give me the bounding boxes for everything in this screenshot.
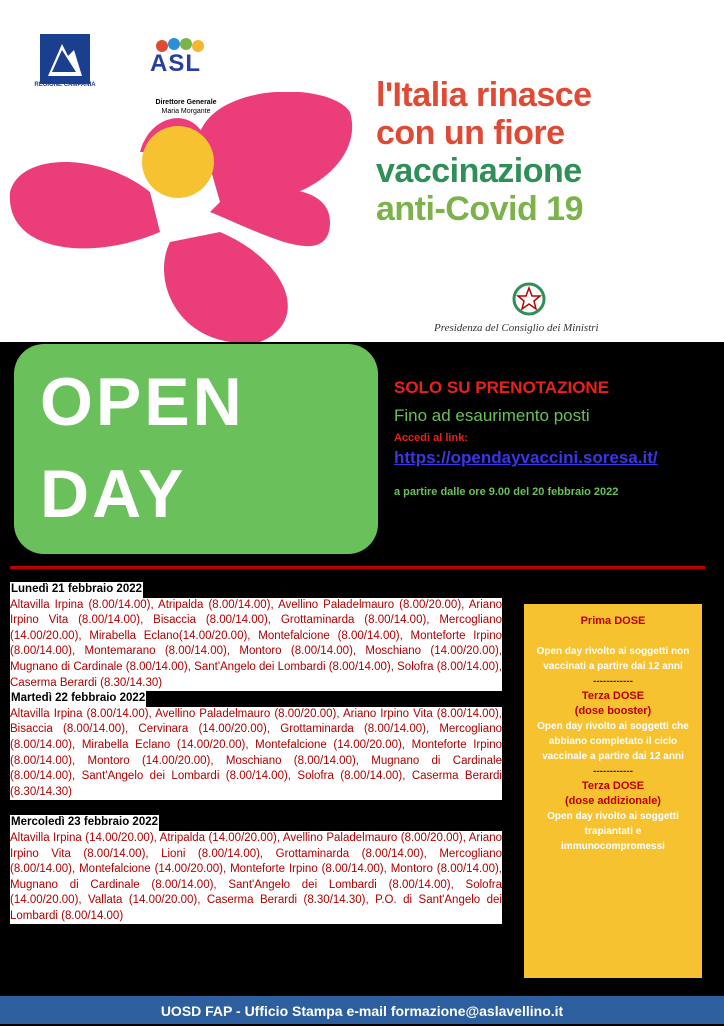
terza-dose-booster-title: Terza DOSE (581, 690, 645, 702)
terza-dose-booster-text: Open day rivolto ai soggetti che abbiano completato il ciclo vaccinale a partire dai 12 anni (537, 721, 689, 762)
italian-emblem-icon (512, 282, 546, 316)
schedule-day-title: Mercoledì 23 febbraio 2022 (10, 815, 159, 831)
booking-link[interactable]: https://opendayvaccini.soresa.it/ (394, 448, 658, 467)
terza-dose-addizionale-text: Open day rivolto ai soggetti trapiantati e immunocompromessi (547, 811, 679, 852)
asl-logo-text: ASL (150, 50, 201, 77)
open-day-title (40, 356, 245, 540)
open-day-line-1: OPEN (40, 364, 245, 440)
booking-only: SOLO SU PRENOTAZIONE (394, 378, 610, 397)
footer-bar: UOSD FAP - Ufficio Stampa e-mail formazione@aslavellino.it (0, 996, 724, 1024)
headline-line-3: vaccinazione (376, 152, 582, 190)
schedule-day (10, 691, 502, 800)
terza-dose-booster-sub: (dose booster) (574, 705, 652, 717)
region-caption: REGIONE CAMPANIA (34, 82, 96, 88)
schedule-day-text: Altavilla Irpina (14.00/20.00), Atripalda (14.00/20.00), Avellino Paladelmauro (8.00/20.00), Ariano Irpino Vita (8.00/14.00), Lioni (8.00/14.00), Grottaminarda (8.00/14.00), Mercogliano (8.00/14.00), Montefalcione (14.00/20.00), Monteforte Irpino (8.00/14.00), Montoro (8.00/14.00), Mugnano di Cardinale (8.00/14.00), Sant'Angelo dei Lombardi (8.00/14.00), Solofra (14.00/20.00), Vallata (14.00/20.00), Caserma Berardi (8.30/14.30), P.O. di Sant'Angelo dei Lombardi (8.00/14.00) (10, 831, 502, 925)
schedule-day (10, 582, 502, 691)
campaign-headline (376, 76, 716, 228)
separator: ------------ (593, 766, 633, 777)
start-date-note: a partire dalle ore 9.00 del 20 febbraio 2022 (394, 486, 619, 498)
schedule-day-text: Altavilla Irpina (8.00/14.00), Atripalda (8.00/14.00), Avellino Paladelmauro (8.00/20.00), Ariano Irpino Vita (8.00/14.00), Bisaccia (8.00/14.00), Grottaminarda (8.00/14.00), Mercogliano (14.00/20.00), Mirabella Eclano(14.00/20.00), Montefalcione (8.00/14.00), Monteforte Irpino (8.00/14.00), Montemarano (8.00/14.00), Montoro (8.00/14.00), Moschiano (14.00/20.00), Mugnano di Cardinale (8.00/14.00), Sant'Angelo dei Lombardi (8.00/14.00), Solofra (8.00/14.00), Caserma Berardi (8.30/14.30) (10, 598, 502, 692)
open-day-line-2: DAY (40, 456, 187, 532)
booking-info (394, 378, 714, 498)
link-label: Accedi al link: (394, 432, 468, 444)
availability-note: Fino ad esaurimento posti (394, 406, 590, 425)
prima-dose-text: Open day rivolto ai soggetti non vaccinati a partire dai 12 anni (536, 646, 690, 672)
asl-logo (150, 36, 212, 88)
headline-line-4: anti-Covid 19 (376, 190, 583, 228)
regione-campania-logo (34, 34, 94, 94)
terza-dose-addizionale-title: Terza DOSE (581, 780, 645, 792)
schedule-day-title: Lunedì 21 febbraio 2022 (10, 582, 143, 598)
schedule-day-text: Altavilla Irpina (8.00/14.00), Avellino Paladelmauro (8.00/20.00), Ariano Irpino Vita (8.00/14.00), Bisaccia (8.00/14.00), Cervinara (14.00/20.00), Grottaminarda (8.00/14.00), Mercogliano (8.00/14.00), Mirabella Eclano (14.00/20.00), Montefalcione (14.00/20.00), Monteforte Irpino (8.00/14.00), Montoro (14.00/20.00), Moschiano (8.00/14.00), Mugnano di Cardinale (8.00/14.00), Sant'Angelo dei Lombardi (8.00/14.00), Solofra (8.00/14.00), Caserma Berardi (8.30/14.30) (10, 707, 502, 801)
schedule-day-title: Martedì 22 febbraio 2022 (10, 691, 146, 707)
schedule-day (10, 815, 502, 924)
headline-line-1: l'Italia rinasce (376, 76, 592, 114)
separator: ------------ (593, 676, 633, 687)
headline-line-2: con un fiore (376, 114, 565, 152)
header-banner (0, 0, 724, 342)
terza-dose-addizionale-sub: (dose addizionale) (565, 795, 661, 807)
schedule-list (10, 582, 502, 924)
director-role: Direttore Generale (155, 99, 217, 106)
director-name: Maria Morgante (161, 108, 211, 115)
dose-info-panel (524, 604, 702, 978)
presidenza-caption: Presidenza del Consiglio dei Ministri (434, 322, 599, 334)
divider (10, 566, 705, 569)
prima-dose-title: Prima DOSE (580, 615, 646, 627)
flower-icon (0, 92, 360, 342)
region-shield-icon (40, 34, 90, 84)
